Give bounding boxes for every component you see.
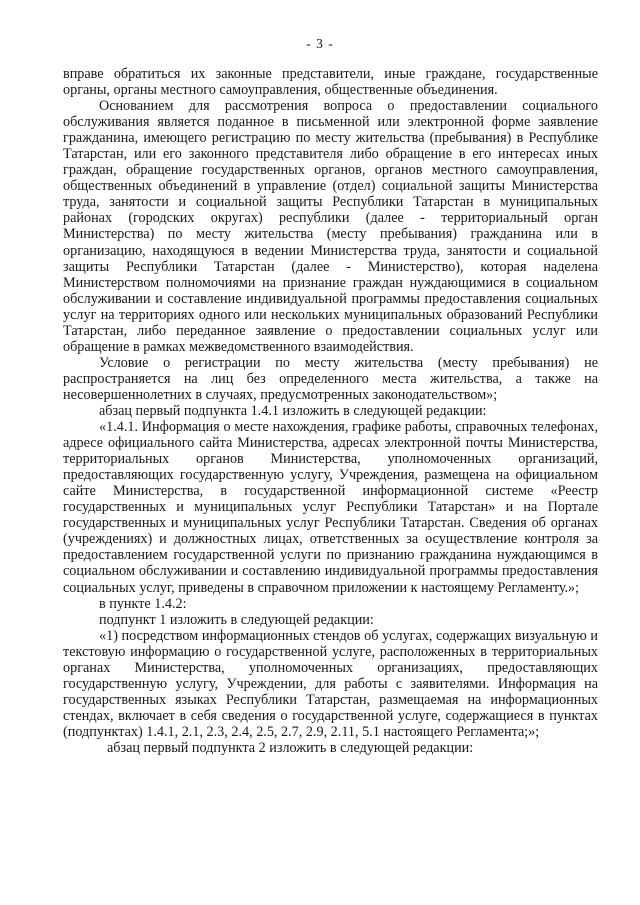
paragraph-subclause-1: «1) посредством информационных стендов об услугах, содержащих визуальную и текстовую информацию о государственной услуге, расположенных в территориальных органах Министерства, уполномоченных организациях, предоставляющих государственную услугу, Учреждении, для работы с заявителями. Информация на государственных языках Республики Татарстан, размещаемая на информационных стендах, включает в себя сведения о государственной услуге, содержащиеся в пунктах (подпунктах) 1.4.1, 2.1, 2.3, 2.4, 2.5, 2.7, 2.9, 2.11, 5.1 настоящего Регламента;»; (63, 627, 598, 740)
paragraph-amendment-1-4-1: абзац первый подпункта 1.4.1 изложить в следующей редакции: (99, 402, 487, 419)
page-number: - 3 - (306, 36, 334, 51)
paragraph-basis: Основанием для рассмотрения вопроса о предоставлении социального обслуживания является поданное в письменной или электронной форме заявление гражданина, имеющего регистрацию по месту жительства (пребывания) в Республике Татарстан, или его законного представителя либо обращение в его интересах иных граждан, обращение государственных органов, органов местного самоуправления, общественных объединений в управление (отдел) социальной защиты Министерства труда, занятости и социальной защиты Республики Татарстан в муниципальных районах (городских округах) республики (далее - территориальный орган Министерства) по месту жительства (месту пребывания) гражданина или в организацию, находящуюся в ведении Министерства труда, занятости и социальной защиты Республики Татарстан (далее - Министерство), которая наделена Министерством полномочиями на признание граждан нуждающимися в социальном обслуживании и составление индивидуальной программы предоставления социальных услуг на территориях одного или нескольких муниципальных образований Республики Татарстан, либо переданное заявление о предоставлении социальных услуг или обращение в рамках межведомственного взаимодействия. (63, 98, 598, 355)
paragraph-registration-condition: Условие о регистрации по месту жительства (месту пребывания) не распространяется на лиц без определенного места жительства, а также на несовершеннолетних в случаях, предусмотренных законодательством»; (63, 354, 598, 403)
paragraph-clause-1-4-1: «1.4.1. Информация о месте нахождения, графике работы, справочных телефонах, адресе официального сайта Министерства, адресах электронной почты Министерства, территориальных органов Министерства, уполномоченных организаций, предоставляющих государственную услугу, Учреждения, размещена на официальном сайте Министерства, в государственной информационной системе «Реестр государственных и муниципальных услуг Республики Татарстан» и на Портале государственных и муниципальных услуг Республики Татарстан. Сведения об органах (учреждениях) и должностных лицах, ответственных за осуществление контроля за предоставлением государственной услуги по признанию гражданина нуждающимся в социальном обслуживании и составлению индивидуальной программы предоставления социальных услуг, приведены в справочном приложении к настоящему Регламенту.»; (63, 419, 598, 596)
paragraph-subclause-1-intro: подпункт 1 изложить в следующей редакции: (99, 611, 374, 628)
paragraph-continuation: вправе обратиться их законные представители, иные граждане, государственные органы, органы местного самоуправления, общественные объединения. (63, 66, 598, 99)
paragraph-clause-1-4-2: в пункте 1.4.2: (99, 595, 187, 612)
paragraph-subclause-2-intro: абзац первый подпункта 2 изложить в следующей редакции: (107, 739, 474, 756)
document-body (63, 66, 598, 756)
